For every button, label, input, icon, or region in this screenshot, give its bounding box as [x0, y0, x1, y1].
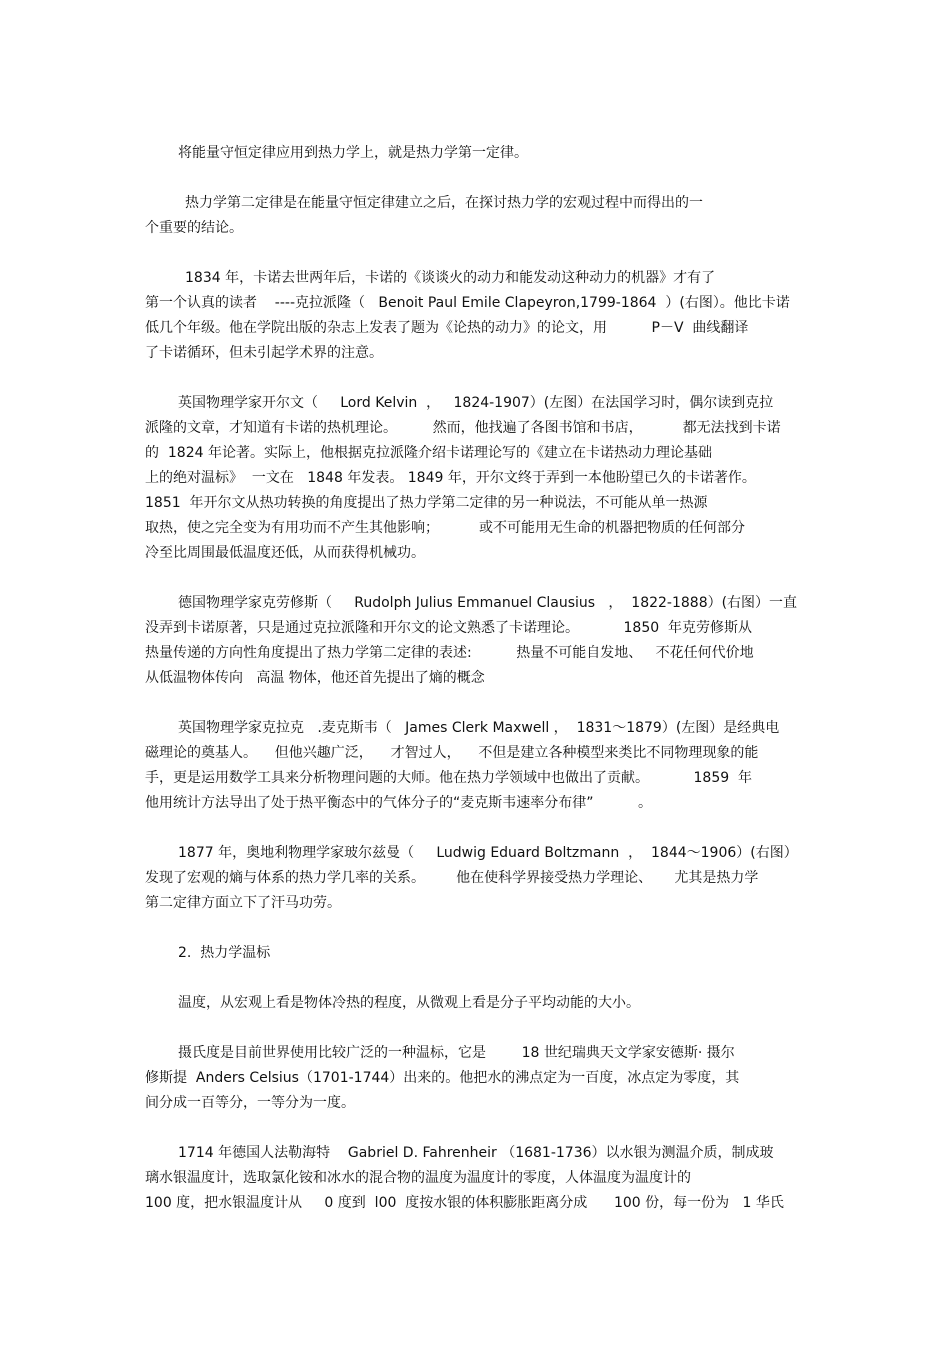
paragraph-line: 第一个认真的读者 ----克拉派隆（ Benoit Paul Emile Clapeyron,1799-1864 ）(右图）。他比卡诺	[145, 295, 790, 311]
paragraph-line: 个重要的结论。	[145, 220, 243, 236]
paragraph-line: 手，更是运用数学工具来分析物理问题的大师。他在热力学领域中也做出了贡献。 1859 年	[145, 770, 753, 786]
paragraph-line: 的 1824 年论著。实际上，他根据克拉派隆介绍卡诺理论写的《建立在卡诺热动力理论基础	[145, 445, 712, 461]
section-heading: 2. 热力学温标	[178, 945, 271, 961]
paragraph-line: 热量传递的方向性角度提出了热力学第二定律的表述: 热量不可能自发地、 不花任何代价地	[145, 645, 754, 661]
paragraph-line: 1834 年，卡诺去世两年后，卡诺的《谈谈火的动力和能发动这种动力的机器》才有了	[185, 270, 716, 286]
paragraph-line: 1714 年德国人法勒海特 Gabriel D. Fahrenheir （1681-1736）以水银为测温介质，制成玻	[178, 1145, 774, 1161]
paragraph-line: 1851 年开尔文从热功转换的角度提出了热力学第二定律的另一种说法，不可能从单一热源	[145, 495, 708, 511]
paragraph-line: 派隆的文章，才知道有卡诺的热机理论。 然而，他找遍了各图书馆和书店， 都无法找到卡诺	[145, 420, 781, 436]
paragraph-line: 磁理论的奠基人。 但他兴趣广泛， 才智过人， 不但是建立各种模型来类比不同物理现象的能	[145, 745, 759, 761]
paragraph-line: 间分成一百等分，一等分为一度。	[145, 1095, 355, 1111]
paragraph-line: 从低温物体传向 高温 物体，他还首先提出了熵的概念	[145, 670, 485, 686]
paragraph-line: 他用统计方法导出了处于热平衡态中的气体分子的“麦克斯韦速率分布律” 。	[145, 795, 653, 811]
paragraph-line: 热力学第二定律是在能量守恒定律建立之后，在探讨热力学的宏观过程中而得出的一	[185, 195, 703, 211]
paragraph-line: 英国物理学家克拉克 .麦克斯韦（ James Clerk Maxwell ， 1831～1879）(左图）是经典电	[178, 720, 780, 736]
paragraph-line: 将能量守恒定律应用到热力学上，就是热力学第一定律。	[178, 145, 528, 161]
paragraph-line: 修斯提 Anders Celsius（1701-1744）出来的。他把水的沸点定为一百度，冰点定为零度，其	[145, 1070, 740, 1086]
paragraph-line: 摄氏度是目前世界使用比较广泛的一种温标，它是 18 世纪瑞典天文学家安德斯· 摄尔	[178, 1045, 735, 1061]
paragraph-line: 上的绝对温标》 一文在 1848 年发表。 1849 年，开尔文终于弄到一本他盼望已久的卡诺著作。	[145, 470, 756, 486]
paragraph-line: 低几个年级。他在学院出版的杂志上发表了题为《论热的动力》的论文，用 P－V 曲线翻译	[145, 320, 749, 336]
paragraph-line: 100 度，把水银温度计从 0 度到 l00 度按水银的体积膨胀距离分成 100 份，每一份为 1 华氏	[145, 1195, 784, 1211]
paragraph-line: 冷至比周围最低温度还低，从而获得机械功。	[145, 545, 425, 561]
paragraph-line: 了卡诺循环，但未引起学术界的注意。	[145, 345, 383, 361]
paragraph-line: 发现了宏观的熵与体系的热力学几率的关系。 他在使科学界接受热力学理论、 尤其是热力学	[145, 870, 759, 886]
paragraph-line: 德国物理学家克劳修斯（ Rudolph Julius Emmanuel Clausius ， 1822-1888）(右图）一直	[178, 595, 798, 611]
paragraph-line: 1877 年，奥地利物理学家玻尔兹曼（ Ludwig Eduard Boltzmann ， 1844～1906）(右图）	[178, 845, 798, 861]
paragraph-line: 璃水银温度计，选取氯化铵和冰水的混合物的温度为温度计的零度，人体温度为温度计的	[145, 1170, 691, 1186]
paragraph-line: 取热，使之完全变为有用功而不产生其他影响； 或不可能用无生命的机器把物质的任何部分	[145, 520, 746, 536]
paragraph-line: 温度，从宏观上看是物体冷热的程度，从微观上看是分子平均动能的大小。	[178, 995, 640, 1011]
paragraph-line: 没弄到卡诺原著，只是通过克拉派隆和开尔文的论文熟悉了卡诺理论。 1850 年克劳修斯从	[145, 620, 753, 636]
paragraph-line: 英国物理学家开尔文（ Lord Kelvin ， 1824-1907）(左图）在法国学习时，偶尔读到克拉	[178, 395, 774, 411]
paragraph-line: 第二定律方面立下了汗马功劳。	[145, 895, 341, 911]
